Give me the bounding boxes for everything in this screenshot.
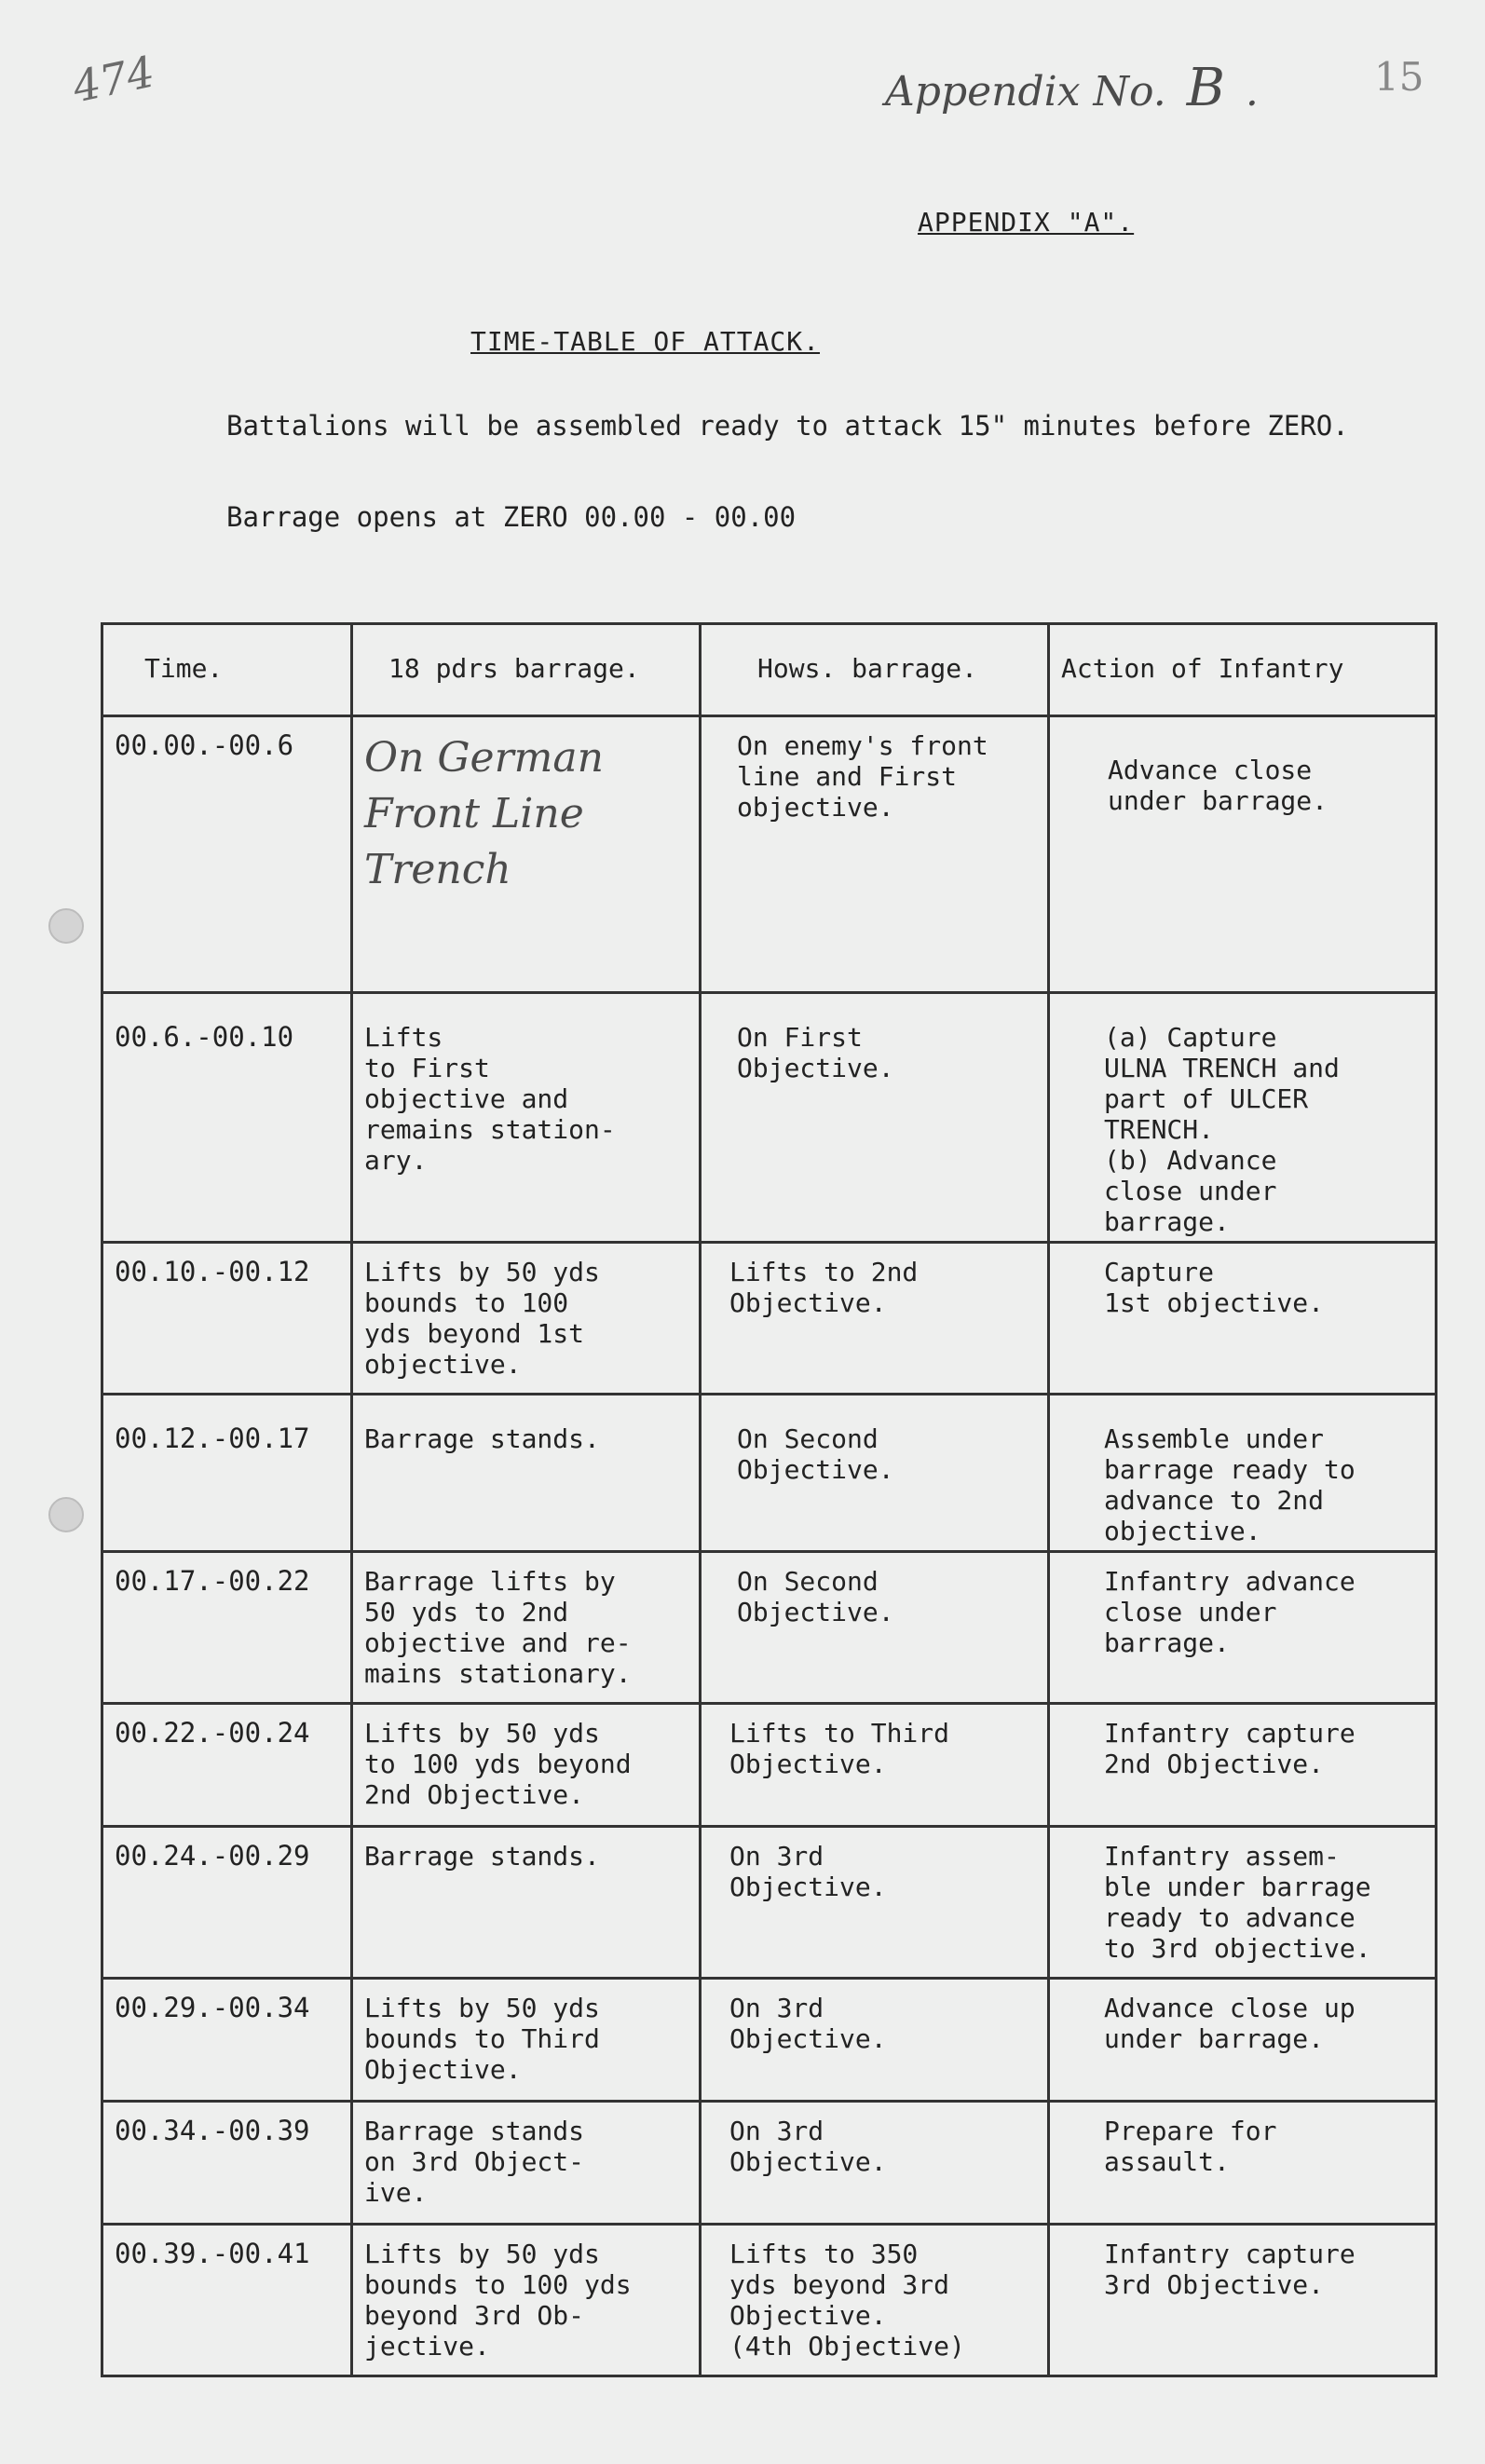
cell-18-pdrs: Barrage stands. <box>352 1827 701 1979</box>
cell-time: 00.6.-00.10 <box>102 993 352 1243</box>
cell-hows: On Second Objective. <box>701 1395 1049 1552</box>
cell-18-pdrs: Barrage stands on 3rd Object- ive. <box>352 2102 701 2225</box>
header-time: Time. <box>102 624 352 716</box>
appendix-b-annotation <box>885 58 1259 118</box>
cell-infantry: Prepare for assault. <box>1049 2102 1437 2225</box>
appendix-heading: APPENDIX "A". <box>918 207 1135 238</box>
intro-paragraph: Battalions will be assembled ready to attack 15" minutes before ZERO. <box>226 410 1349 442</box>
document-title: TIME-TABLE OF ATTACK. <box>470 326 821 357</box>
cell-infantry: Infantry assem- ble under barrage ready to advance to 3rd objective. <box>1049 1827 1437 1979</box>
cell-18-pdrs: Lifts to First objective and remains station- ary. <box>352 993 701 1243</box>
cell-hows: On 3rd Objective. <box>701 1979 1049 2102</box>
table-row <box>102 1552 1437 1704</box>
cell-time: 00.10.-00.12 <box>102 1243 352 1395</box>
handwritten-folio-number: 474 <box>68 46 159 113</box>
cell-infantry: Infantry advance close under barrage. <box>1049 1552 1437 1704</box>
punch-hole-bottom <box>48 1497 84 1532</box>
table-row <box>102 1243 1437 1395</box>
cell-time: 00.12.-00.17 <box>102 1395 352 1552</box>
cell-18-pdrs: Barrage stands. <box>352 1395 701 1552</box>
cell-time: 00.29.-00.34 <box>102 1979 352 2102</box>
cell-hows: Lifts to Third Objective. <box>701 1704 1049 1827</box>
cell-infantry: Infantry capture 2nd Objective. <box>1049 1704 1437 1827</box>
header-hows-barrage: Hows. barrage. <box>701 624 1049 716</box>
cell-18-pdrs: Barrage lifts by 50 yds to 2nd objective and re- mains stationary. <box>352 1552 701 1704</box>
table-header-row <box>102 624 1437 716</box>
cell-18-pdrs: Lifts by 50 yds bounds to 100 yds beyond 3rd Ob- jective. <box>352 2225 701 2376</box>
page-number: 15 <box>1374 54 1424 100</box>
cell-time: 00.39.-00.41 <box>102 2225 352 2376</box>
cell-infantry: Assemble under barrage ready to advance to 2nd objective. <box>1049 1395 1437 1552</box>
cell-time: 00.17.-00.22 <box>102 1552 352 1704</box>
cell-hows: On First Objective. <box>701 993 1049 1243</box>
appendix-b-prefix: Appendix No. <box>885 68 1166 116</box>
punch-hole-top <box>48 908 84 944</box>
cell-infantry: Infantry capture 3rd Objective. <box>1049 2225 1437 2376</box>
cell-infantry: Advance close up under barrage. <box>1049 1979 1437 2102</box>
cell-hows: On 3rd Objective. <box>701 1827 1049 1979</box>
cell-hows: On 3rd Objective. <box>701 2102 1049 2225</box>
table-row <box>102 716 1437 993</box>
cell-infantry: Capture 1st objective. <box>1049 1243 1437 1395</box>
cell-time: 00.34.-00.39 <box>102 2102 352 2225</box>
cell-18-pdrs: On German Front Line Trench <box>352 716 701 993</box>
barrage-opening-line: Barrage opens at ZERO 00.00 - 00.00 <box>226 501 797 533</box>
cell-time: 00.00.-00.6 <box>102 716 352 993</box>
cell-hows: On Second Objective. <box>701 1552 1049 1704</box>
table-row <box>102 1979 1437 2102</box>
cell-18-pdrs: Lifts by 50 yds bounds to Third Objective. <box>352 1979 701 2102</box>
cell-hows: Lifts to 2nd Objective. <box>701 1243 1049 1395</box>
table-row <box>102 993 1437 1243</box>
header-action-of-infantry: Action of Infantry <box>1049 624 1437 716</box>
cell-18-pdrs: Lifts by 50 yds to 100 yds beyond 2nd Objective. <box>352 1704 701 1827</box>
table-row <box>102 1395 1437 1552</box>
cell-infantry: (a) Capture ULNA TRENCH and part of ULCER TRENCH. (b) Advance close under barrage. <box>1049 993 1437 1243</box>
table-row <box>102 2102 1437 2225</box>
cell-18-pdrs: Lifts by 50 yds bounds to 100 yds beyond 1st objective. <box>352 1243 701 1395</box>
table-row <box>102 1827 1437 1979</box>
table-row <box>102 2225 1437 2376</box>
appendix-b-suffix: . <box>1245 68 1259 116</box>
cell-hows: Lifts to 350 yds beyond 3rd Objective. (4th Objective) <box>701 2225 1049 2376</box>
cell-hows: On enemy's front line and First objective. <box>701 716 1049 993</box>
cell-time: 00.22.-00.24 <box>102 1704 352 1827</box>
appendix-b-letter: B <box>1186 58 1225 118</box>
attack-timetable <box>101 622 1437 2377</box>
cell-time: 00.24.-00.29 <box>102 1827 352 1979</box>
cell-infantry: Advance close under barrage. <box>1049 716 1437 993</box>
header-18-pdrs-barrage: 18 pdrs barrage. <box>352 624 701 716</box>
table-row <box>102 1704 1437 1827</box>
